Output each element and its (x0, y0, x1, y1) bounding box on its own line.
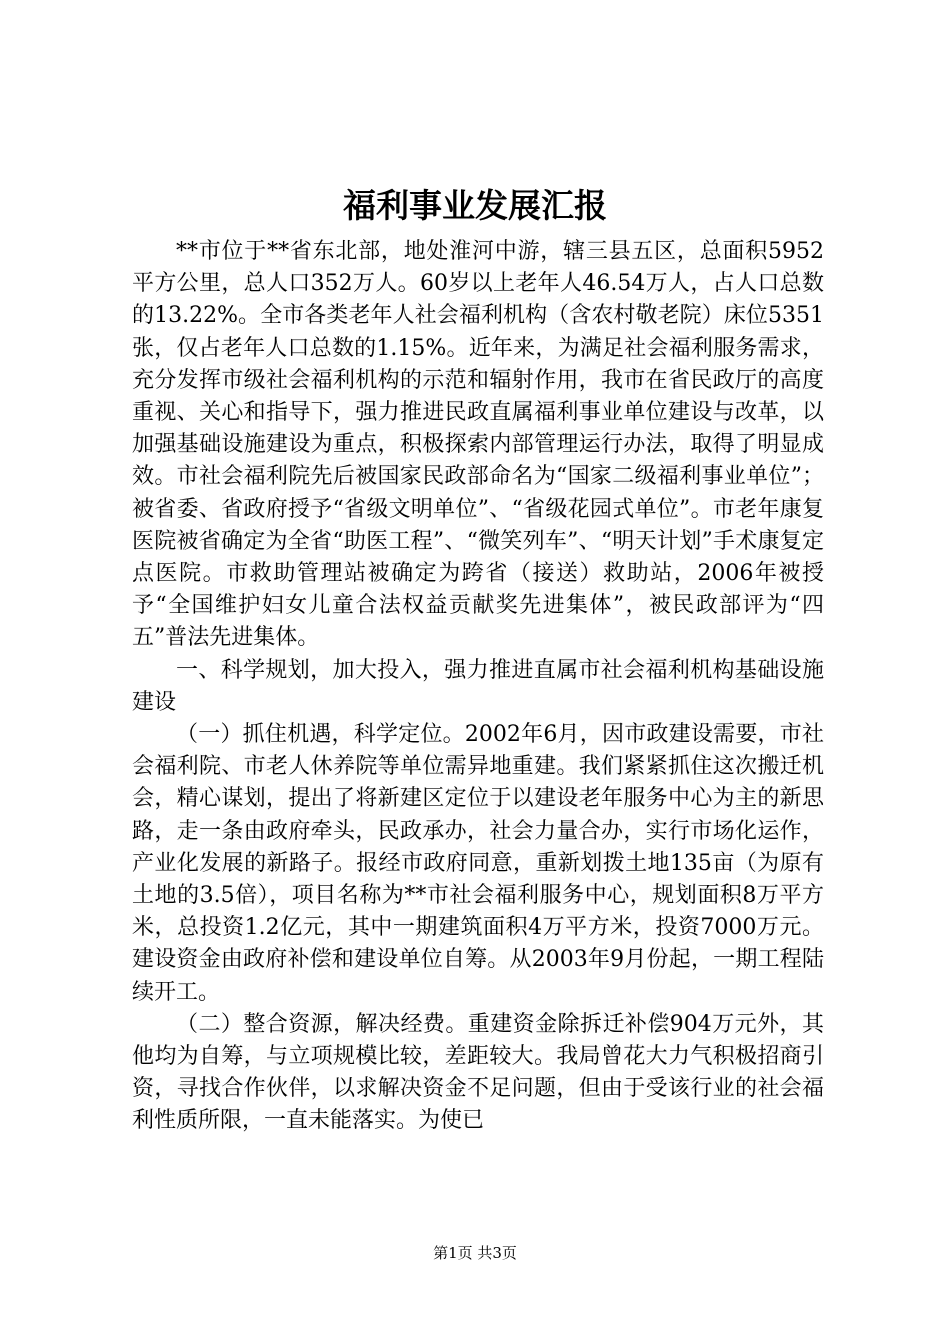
document-body (132, 236, 824, 1138)
section-heading-1: 一、科学规划，加大投入，强力推进直属市社会福利机构基础设施建设 (132, 657, 824, 715)
page-footer: 第1页 共3页 (433, 1244, 517, 1262)
paragraph-intro: **市位于**省东北部，地处淮河中游，辖三县五区，总面积5952平方公里，总人口352万人。60岁以上老年人46.54万人，占人口总数的13.22%。全市各类老年人社会福利机构（含农村敬老院）床位5351张，仅占老年人口总数的1.15%。近年来，为满足社会福利服务需求，充分发挥市级社会福利机构的示范和辐射作用，我市在省民政厅的高度重视、关心和指导下，强力推进民政直属福利事业单位建设与改革，以加强基础设施建设为重点，积极探索内部管理运行办法，取得了明显成效。市社会福利院先后被国家民政部命名为“国家二级福利事业单位”；被省委、省政府授予“省级文明单位”、“省级花园式单位”。市老年康复医院被省确定为全省“助医工程”、“微笑列车”、“明天计划”手术康复定点医院。市救助管理站被确定为跨省（接送）救助站，2006年被授予“全国维护妇女儿童合法权益贡献奖先进集体”，被民政部评为“四五”普法先进集体。 (132, 239, 824, 651)
paragraph-subsection-2: （二）整合资源，解决经费。重建资金除拆迁补偿904万元外，其他均为自筹，与立项规模比较，差距较大。我局曾花大力气积极招商引资，寻找合作伙伴，以求解决资金不足问题，但由于受该行业的社会福利性质所限，一直未能落实。为使已 (132, 1011, 824, 1134)
paragraph-subsection-1: （一）抓住机遇，科学定位。2002年6月，因市政建设需要，市社会福利院、市老人休养院等单位需异地重建。我们紧紧抓住这次搬迁机会，精心谋划，提出了将新建区定位于以建设老年服务中心为主的新思路，走一条由政府牵头，民政承办，社会力量合办，实行市场化运作，产业化发展的新路子。报经市政府同意，重新划拨土地135亩（为原有土地的3.5倍），项目名称为**市社会福利服务中心，规划面积8万平方米，总投资1.2亿元，其中一期建筑面积4万平方米，投资7000万元。建设资金由政府补偿和建设单位自筹。从2003年9月份起，一期工程陆续开工。 (132, 722, 824, 1005)
document-title: 福利事业发展汇报 (343, 186, 607, 225)
